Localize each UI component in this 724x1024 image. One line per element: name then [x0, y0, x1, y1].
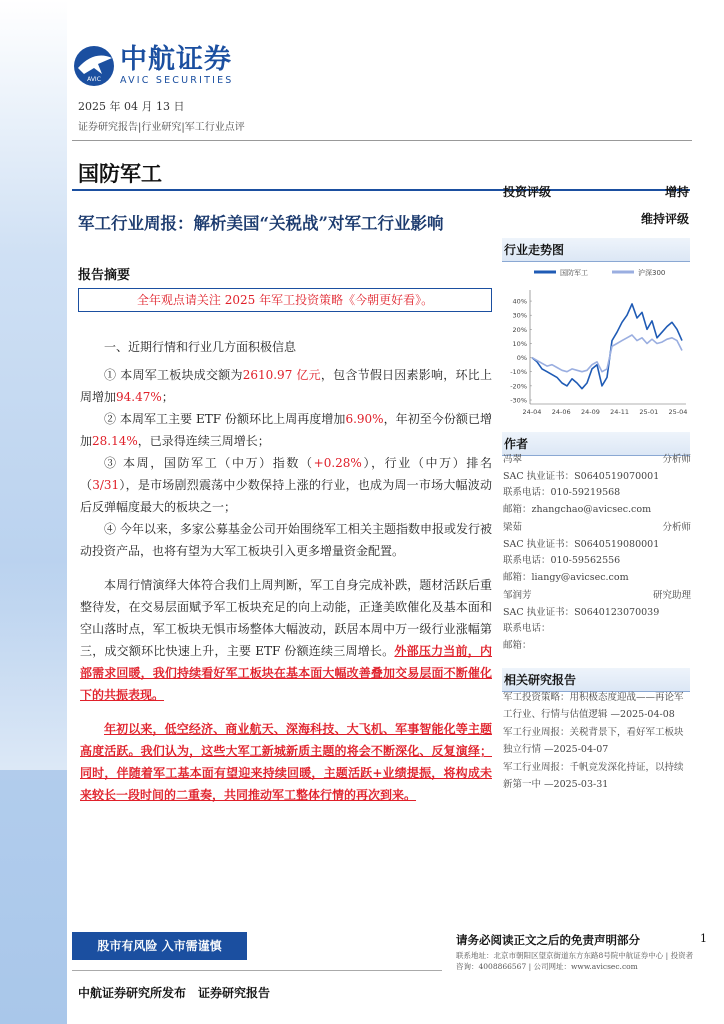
y-tick-label: 10% — [512, 339, 527, 348]
series-line — [532, 304, 682, 389]
avic-logo-icon — [72, 44, 116, 88]
weekly-review: 本周行情演绎大体符合我们上周判断，军工自身完成补跌，题材活跃后重整待发，在交易层面赋予军工板块充足的向上动能，正逢美欧催化及基本面和空山落时点，军工板块无惧市场整体大幅波动，跃居本周中万一级行业涨幅第三，成交额环比快速上升，主要 ETF 份额连续三周增长。外部压力当前，内部需求回暖，我们持续看好军工板块在基本面大幅改善叠加交易层面不断催化下的共振表现。 — [80, 578, 492, 702]
brand-name-cn: 中航证券 — [120, 44, 232, 75]
section-heading: 一、近期行情和行业几方面积极信息 — [104, 340, 297, 354]
x-tick-label: 24-09 — [580, 408, 600, 416]
author-role: 研究助理 — [652, 590, 691, 601]
y-tick-label: -30% — [510, 396, 527, 405]
risk-banner: 股市有风险 入市需谨慎 — [72, 932, 247, 960]
author-phone: 联系电话：010-59219568 — [503, 487, 621, 498]
author-email[interactable]: 邮箱：liangy@avicsec.com — [503, 571, 629, 583]
author-name: 冯翠 — [503, 454, 523, 465]
trend-heading: 行业走势图 — [502, 238, 690, 262]
author-email[interactable]: 邮箱：zhangchao@avicsec.com — [503, 503, 652, 515]
x-tick-label: 24-11 — [610, 408, 630, 416]
author-card — [503, 452, 691, 518]
report-title: 军工行业周报：解析美国“关税战”对军工行业影响 — [78, 214, 444, 233]
author-email[interactable]: 邮箱： — [503, 639, 532, 651]
legend-label: 沪深300 — [638, 269, 666, 277]
y-tick-label: -20% — [510, 382, 527, 391]
breadcrumb: 证券研究报告|行业研究|军工行业点评 — [78, 122, 245, 133]
author-role: 分析师 — [662, 522, 691, 533]
series-line — [532, 335, 682, 372]
legend-label: 国防军工 — [560, 269, 588, 277]
related-heading: 相关研究报告 — [502, 668, 690, 692]
sector-title: 国防军工 — [78, 161, 162, 186]
author-name: 邹润芳 — [503, 590, 532, 601]
related-report-link[interactable]: 军工行业周报：关税背景下，看好军工板块独立行情 —2025-04-07 — [503, 727, 684, 755]
y-tick-label: -10% — [510, 368, 527, 377]
author-name: 梁茹 — [503, 522, 523, 533]
disclaimer-notice: 请务必阅读正文之后的免责声明部分 — [456, 933, 640, 947]
point-2: ② 本周军工主要 ETF 份额环比上周再度增加6.90%，年初至今份额已增加28.14%，已录得连续三周增长； — [80, 412, 492, 448]
left-decoration-strip — [0, 0, 67, 1024]
contact-info: 联系地址：北京市朝阳区望京街道东方东路8号院中航证券中心 | 投资者咨询：4008866567 | 公司网址：www.avicsec.com — [456, 951, 694, 971]
rating-sub: 维持评级 — [640, 212, 689, 226]
trend-chart — [502, 262, 690, 417]
author-role: 分析师 — [662, 454, 691, 465]
related-report-link[interactable]: 军工行业周报：千帆竞发深化持证，以持续新第一中 —2025-03-31 — [503, 762, 684, 790]
rating-value: 增持 — [664, 185, 689, 199]
page-number: 1 — [700, 932, 707, 945]
point-4: ④ 今年以来，多家公募基金公司开始围绕军工相关主题指数申报或发行被动投资产品，也将有望为大军工板块引入更多增量资金配置。 — [80, 522, 492, 558]
strategy-banner[interactable]: 全年观点请关注 2025 年军工投资策略《今朝更好看》。 — [78, 288, 492, 312]
summary-body — [80, 336, 492, 806]
report-date: 2025 年 04 月 13 日 — [78, 100, 185, 113]
related-reports — [503, 690, 691, 795]
authors-list — [503, 452, 691, 656]
x-tick-label: 24-06 — [551, 408, 571, 416]
authors-heading: 作者 — [502, 432, 690, 456]
point-1: ① 本周军工板块成交额为2610.97 亿元，包含节假日因素影响，环比上周增加94.47%； — [80, 368, 492, 404]
point-3: ③ 本周，国防军工（中万）指数（+0.28%），行业（中万）排名（3/31），是市场剧烈震荡中少数保持上涨的行业，也成为周一市场大幅波动后反弹幅度最大的板块之一； — [80, 456, 492, 514]
x-tick-label: 24-04 — [522, 408, 542, 416]
brand-name-en: AVIC SECURITIES — [120, 75, 234, 86]
divider — [72, 140, 692, 141]
y-tick-label: 20% — [512, 325, 527, 334]
rating-label: 投资评级 — [503, 185, 552, 199]
x-tick-label: 25-01 — [639, 408, 659, 416]
summary-heading: 报告摘要 — [78, 268, 131, 283]
author-card — [503, 520, 691, 586]
brand-logo — [72, 44, 234, 88]
x-tick-label: 25-04 — [668, 408, 688, 416]
author-phone: 联系电话： — [503, 623, 551, 634]
trend-chart-svg — [502, 262, 690, 417]
author-card — [503, 588, 691, 654]
y-tick-label: 40% — [512, 297, 527, 306]
author-phone: 联系电话：010-59562556 — [503, 555, 621, 566]
author-sac: SAC 执业证书：S0640519080001 — [503, 538, 660, 550]
strip-band — [0, 560, 67, 770]
author-sac: SAC 执业证书：S0640123070039 — [503, 606, 660, 618]
y-tick-label: 0% — [516, 354, 527, 363]
publisher-line: 中航证券研究所发布 证券研究报告 — [78, 986, 271, 1000]
author-sac: SAC 执业证书：S0640519070001 — [503, 470, 660, 482]
svg-text:AVIC: AVIC — [87, 76, 101, 83]
theme-outlook: 年初以来，低空经济、商业航天、深海科技、大飞机、军事智能化等主题高度活跃。我们认为，这些大军工新城新质主题的将会不断深化、反复演绎；同时，伴随着军工基本面有望迎来持续回暖，主题活跃+业绩提振，将构成未来较长一段时间的二重奏，共同推动军工整体行情的再次到来。 — [80, 722, 492, 802]
related-report-link[interactable]: 军工投资策略：用积极态度迎战——再论军工行业、行情与估值逻辑 —2025-04-08 — [503, 692, 684, 720]
rating-block — [503, 183, 689, 227]
footer-divider — [72, 970, 442, 971]
y-tick-label: 30% — [512, 311, 527, 320]
